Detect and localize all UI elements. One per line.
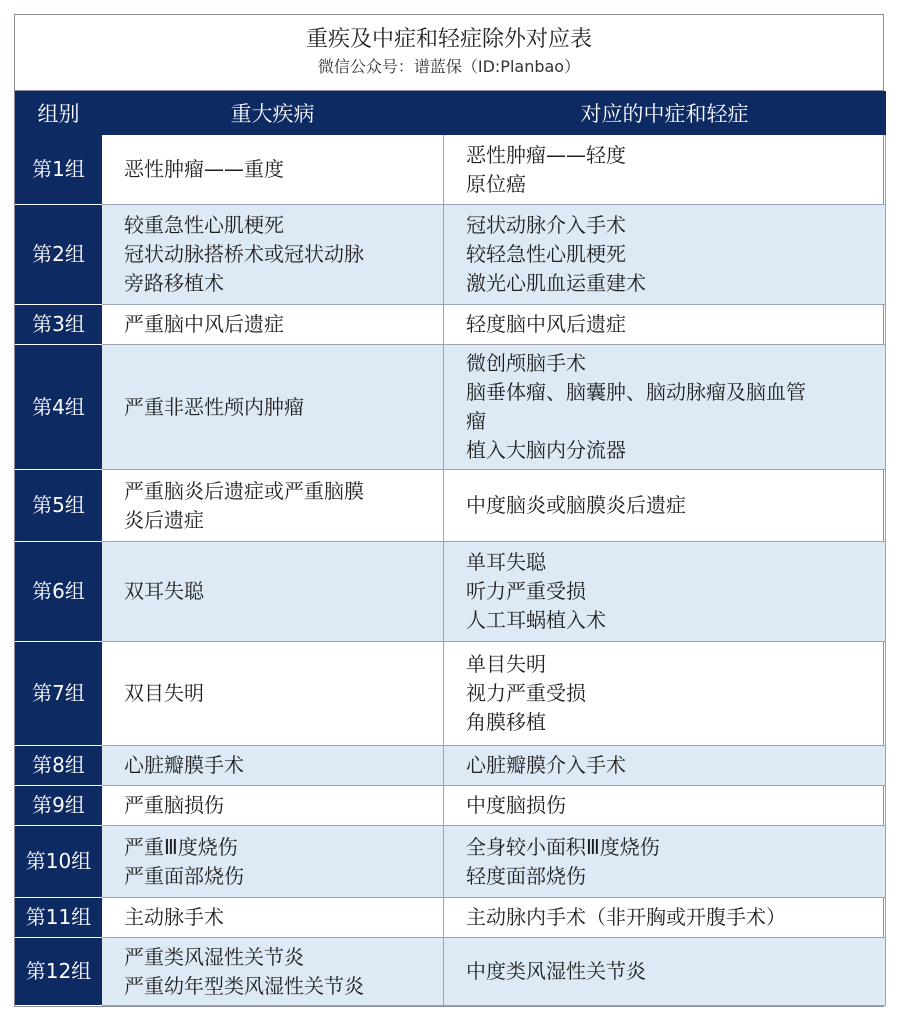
major-disease-cell: [102, 345, 444, 470]
major-disease-line: 心脏瓣膜手术: [124, 753, 244, 777]
table-row: [16, 135, 886, 205]
title-block: [15, 15, 883, 91]
group-cell: 第8组: [16, 746, 102, 786]
minor-disease-line: 瘤: [466, 409, 486, 433]
minor-disease-cell: [444, 642, 886, 746]
minor-disease-cell: [444, 135, 886, 205]
minor-disease-cell: [444, 746, 886, 786]
major-disease-cell: [102, 205, 444, 305]
major-disease-line: 严重面部烧伤: [124, 863, 244, 888]
minor-disease-line: 中度类风湿性关节炎: [466, 959, 646, 983]
major-disease-line: 主动脉手术: [124, 905, 224, 929]
minor-disease-line: 植入大脑内分流器: [466, 438, 626, 462]
group-cell: 第9组: [16, 786, 102, 826]
table-subtitle: 微信公众号：谱蓝保（ID:Planbao）: [317, 57, 581, 76]
table-row: [16, 642, 886, 746]
minor-disease-line: 激光心肌血运重建术: [466, 271, 646, 295]
major-disease-line: 严重幼年型类风湿性关节炎: [124, 973, 364, 998]
minor-disease-cell: [444, 470, 886, 542]
major-disease-cell: [102, 470, 444, 542]
major-disease-cell: [102, 786, 444, 826]
table-row: [16, 898, 886, 938]
minor-disease-line: 角膜移植: [466, 710, 546, 734]
major-disease-line: 严重Ⅲ度烧伤: [124, 834, 238, 859]
minor-disease-line: 单耳失聪: [466, 550, 546, 574]
group-cell: 第6组: [16, 542, 102, 642]
minor-disease-line: 微创颅脑手术: [466, 351, 586, 375]
minor-disease-cell: [444, 205, 886, 305]
table-row: [16, 786, 886, 826]
table-body: [16, 135, 886, 1006]
major-disease-line: 双耳失聪: [124, 579, 204, 603]
major-disease-line: 严重脑中风后遗症: [124, 312, 284, 336]
major-disease-line: 严重脑炎后遗症或严重脑膜: [124, 478, 364, 503]
group-cell: 第10组: [16, 826, 102, 898]
major-disease-line: 严重脑损伤: [124, 793, 224, 817]
group-cell: 第12组: [16, 938, 102, 1006]
header-group: 组别: [16, 92, 102, 135]
major-disease-cell: [102, 746, 444, 786]
major-disease-line: 严重非恶性颅内肿瘤: [124, 394, 304, 419]
table-row: [16, 826, 886, 898]
table-row: [16, 938, 886, 1006]
major-disease-cell: [102, 135, 444, 205]
minor-disease-line: 中度脑损伤: [466, 793, 566, 817]
minor-disease-line: 听力严重受损: [466, 579, 586, 603]
minor-disease-line: 全身较小面积Ⅲ度烧伤: [466, 834, 660, 859]
major-disease-line: 冠状动脉搭桥术或冠状动脉: [124, 242, 364, 266]
minor-disease-line: 视力严重受损: [466, 681, 586, 705]
table-row: [16, 542, 886, 642]
minor-disease-line: 轻度脑中风后遗症: [466, 312, 626, 336]
minor-disease-line: 脑垂体瘤、脑囊肿、脑动脉瘤及脑血管: [466, 380, 806, 404]
minor-disease-line: 人工耳蜗植入术: [466, 608, 606, 632]
table-row: [16, 205, 886, 305]
minor-disease-line: 轻度面部烧伤: [466, 863, 586, 888]
minor-disease-line: 恶性肿瘤——轻度: [466, 142, 626, 167]
major-disease-cell: [102, 542, 444, 642]
minor-disease-cell: [444, 786, 886, 826]
group-cell: 第5组: [16, 470, 102, 542]
minor-disease-line: 原位癌: [466, 171, 526, 196]
major-disease-line: 双目失明: [124, 681, 204, 705]
minor-disease-line: 冠状动脉介入手术: [466, 213, 626, 237]
minor-disease-cell: [444, 898, 886, 938]
minor-disease-cell: [444, 826, 886, 898]
header-major-disease: 重大疾病: [102, 92, 444, 135]
group-cell: 第1组: [16, 135, 102, 205]
table-row: [16, 305, 886, 345]
major-disease-line: 恶性肿瘤——重度: [124, 157, 284, 181]
table-row: [16, 345, 886, 470]
table-row: [16, 470, 886, 542]
minor-disease-cell: [444, 345, 886, 470]
major-disease-cell: [102, 642, 444, 746]
major-disease-cell: [102, 305, 444, 345]
minor-disease-line: 主动脉内手术（非开胸或开腹手术）: [466, 905, 786, 929]
comparison-sheet: [14, 14, 884, 1007]
group-cell: 第4组: [16, 345, 102, 470]
group-cell: 第2组: [16, 205, 102, 305]
major-disease-line: 较重急性心肌梗死: [124, 213, 284, 237]
minor-disease-cell: [444, 938, 886, 1006]
minor-disease-line: 单目失明: [466, 652, 546, 676]
group-cell: 第3组: [16, 305, 102, 345]
table-title: 重疾及中症和轻症除外对应表: [305, 27, 592, 52]
major-disease-cell: [102, 898, 444, 938]
major-disease-cell: [102, 826, 444, 898]
major-disease-line: 炎后遗症: [124, 507, 204, 532]
major-disease-line: 旁路移植术: [124, 271, 224, 295]
major-disease-cell: [102, 938, 444, 1006]
minor-disease-cell: [444, 305, 886, 345]
header-minor-disease: 对应的中症和轻症: [444, 92, 886, 135]
minor-disease-cell: [444, 542, 886, 642]
header-row: [16, 92, 886, 135]
disease-table: [15, 91, 886, 1006]
minor-disease-line: 心脏瓣膜介入手术: [466, 753, 626, 777]
minor-disease-line: 较轻急性心肌梗死: [466, 242, 626, 266]
group-cell: 第7组: [16, 642, 102, 746]
group-cell: 第11组: [16, 898, 102, 938]
major-disease-line: 严重类风湿性关节炎: [124, 944, 304, 969]
minor-disease-line: 中度脑炎或脑膜炎后遗症: [466, 493, 686, 517]
table-row: [16, 746, 886, 786]
